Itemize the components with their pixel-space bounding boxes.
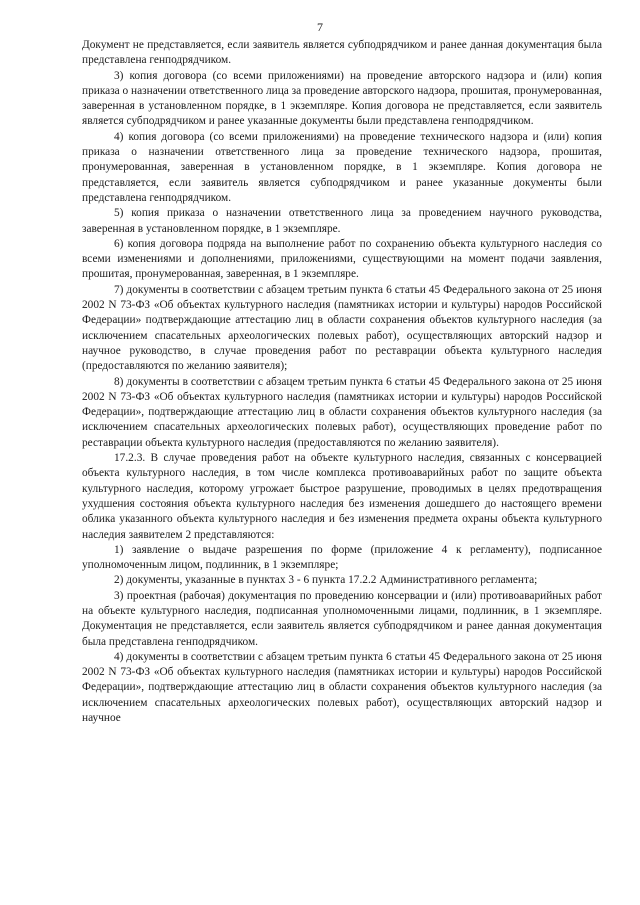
paragraph-continuation: Документ не представляется, если заявитель является субподрядчиком и ранее данная документация была представлена генподрядчиком.: [82, 39, 602, 67]
paragraph-subitem-3: 3) проектная (рабочая) документация по проведению консервации и (или) противоаварийных работ на объекте культурного наследия, подписанная уполномоченными лицами, подлинник, в 1 экземпляре. Документация не представляется, если заявитель является субподрядчиком и ранее данная документация была представлена генподрядчиком.: [82, 589, 602, 648]
paragraph-item-5: 5) копия приказа о назначении ответственного лица за проведением научного руководства, заверенная в установленном порядке, в 1 экземпляре.: [82, 207, 602, 235]
paragraph-item-3: 3) копия договора (со всеми приложениями) на проведение авторского надзора и (или) копия приказа о назначении ответственного лица за проведение авторского надзора, прошитая, пронумерованная, заверенная в установленном порядке, в 1 экземпляре. Копия договора не представляется, если заявитель является субподрядчиком и ранее указанные документы были представлена генподрядчиком.: [82, 69, 602, 128]
paragraph-section-17-2-3: 17.2.3. В случае проведения работ на объекте культурного наследия, связанных с консервацией объекта культурного наследия, в том числе комплекса противоаварийных работ по защите объекта культурного наследия, которому угрожает быстрое разрушение, проводимых в целях предотвращения ухудшения состояния объекта культурного наследия без изменения дошедшего до настоящего времени облика указанного объекта культурного наследия и без изменения предмета охраны объекта культурного наследия заявителем 2 представляются:: [82, 452, 602, 541]
paragraph-item-4: 4) копия договора (со всеми приложениями) на проведение технического надзора и (или) копия приказа о назначении ответственного лица за проведение технического надзора, прошитая, пронумерованная, заверенная в установленном порядке, в 1 экземпляре. Копия договора не представляется, если заявитель является субподрядчиком и ранее указанные документы были представлена генподрядчиком.: [82, 130, 602, 204]
paragraph-subitem-4: 4) документы в соответствии с абзацем третьим пункта 6 статьи 45 Федерального закона от 25 июня 2002 N 73-ФЗ «Об объектах культурного наследия (памятниках истории и культуры) народов Российской Федерации», подтверждающие аттестацию лиц в области сохранения объектов культурного наследия (за исключением спасательных археологических полевых работ), осуществляющих авторский надзор и научное: [82, 650, 602, 725]
document-body: [82, 38, 602, 726]
page-number: 7: [317, 20, 323, 34]
paragraph-subitem-2: 2) документы, указанные в пунктах 3 - 6 пункта 17.2.2 Административного регламента;: [114, 574, 538, 587]
paragraph-subitem-1: 1) заявление о выдаче разрешения по форме (приложение 4 к регламенту), подписанное уполномоченным лицом, подлинник, в 1 экземпляре;: [82, 543, 602, 572]
paragraph-item-6: 6) копия договора подряда на выполнение работ по сохранению объекта культурного наследия со всеми изменениями и дополнениями, приложениями, существующими на момент подачи заявления, прошитая, пронумерованная, заверенная, в 1 экземпляре.: [82, 237, 602, 281]
paragraph-item-7: 7) документы в соответствии с абзацем третьим пункта 6 статьи 45 Федерального закона от 25 июня 2002 N 73-ФЗ «Об объектах культурного наследия (памятниках истории и культуры) народов Российской Федерации» подтверждающие аттестацию лиц в области сохранения объектов культурного наследия (за исключением спасательных археологических полевых работ), осуществляющих авторский надзор и научное руководство, в случае проведения работ по реставрации объекта культурного наследия (предоставляются по желанию заявителя);: [82, 283, 602, 373]
paragraph-item-8: 8) документы в соответствии с абзацем третьим пункта 6 статьи 45 Федерального закона от 25 июня 2002 N 73-ФЗ «Об объектах культурного наследия (памятниках истории и культуры) народов Российской Федерации», подтверждающие аттестацию лиц в области сохранения объектов культурного наследия (за исключением спасательных археологических полевых работ), осуществляющих проведение работ по реставрации объекта культурного наследия (предоставляются по желанию заявителя).: [82, 375, 602, 449]
